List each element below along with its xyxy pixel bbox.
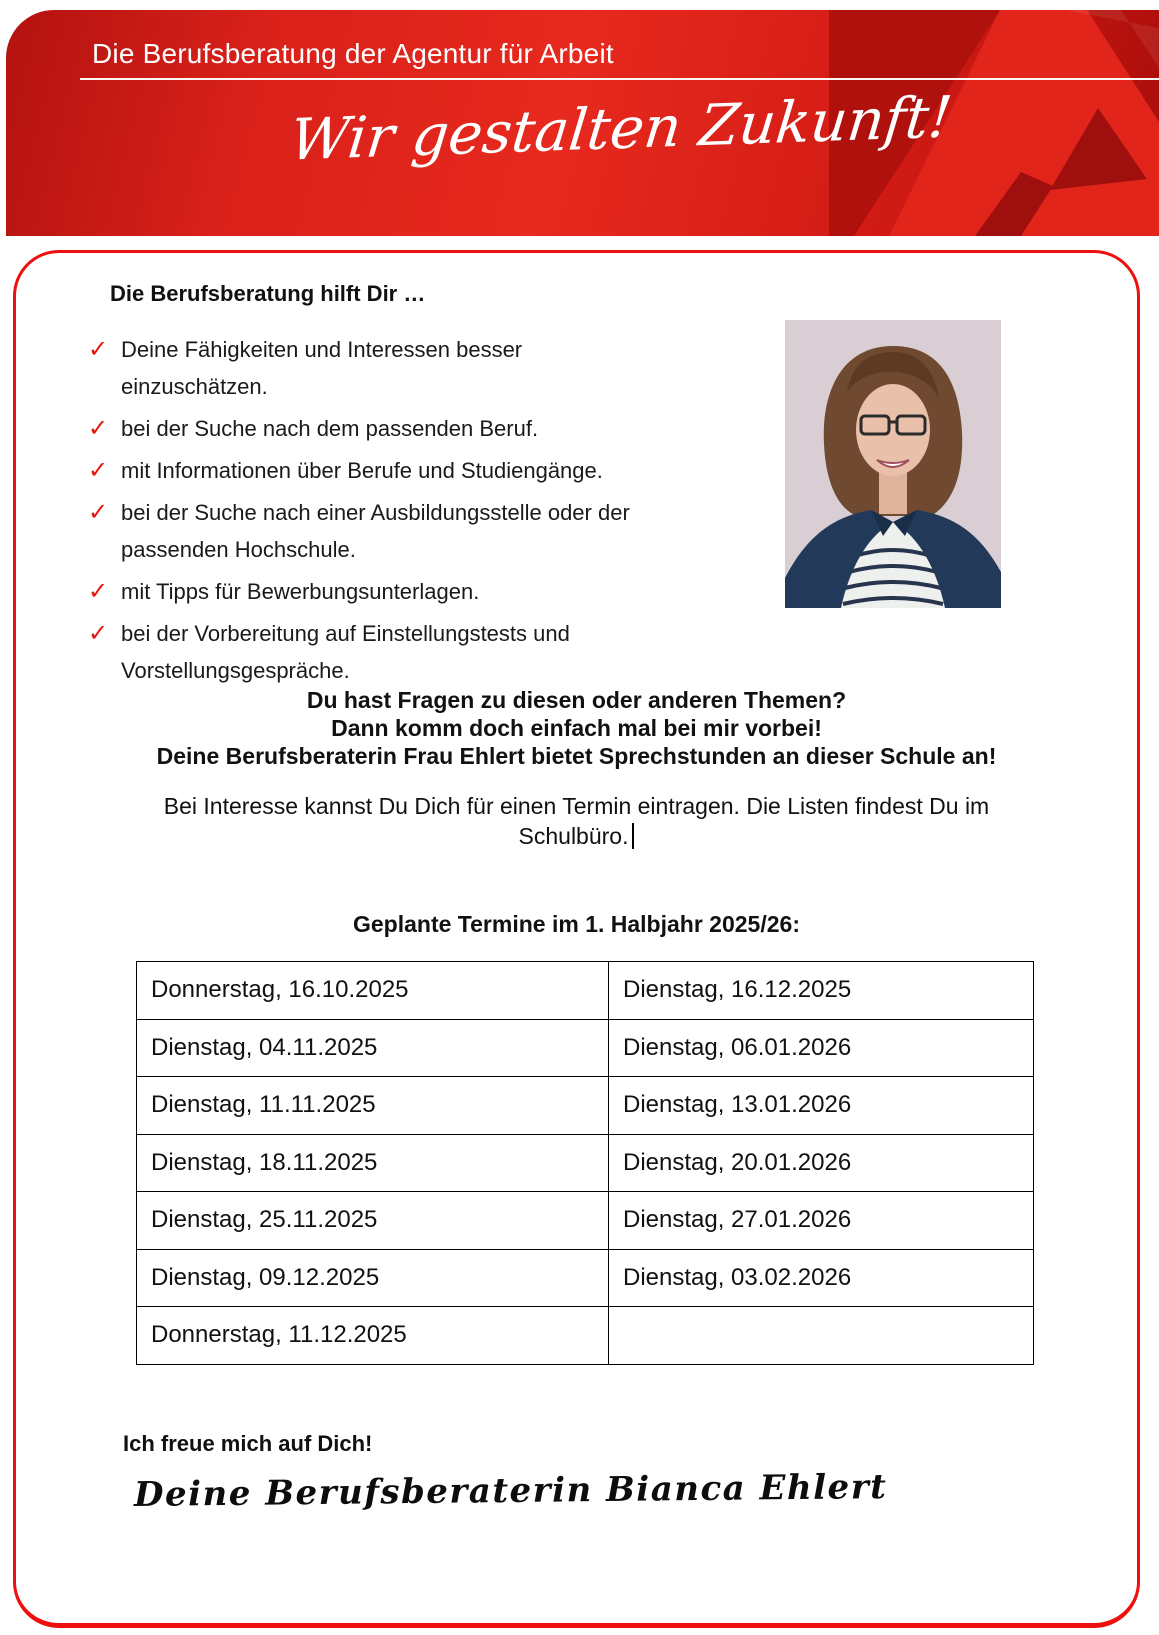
list-item (88, 452, 673, 489)
list-item (88, 615, 673, 689)
list-item (88, 410, 673, 447)
schedule-cell: Donnerstag, 16.10.2025 (137, 962, 609, 1020)
table-row (137, 1019, 1034, 1077)
list-item (88, 494, 673, 568)
schedule-cell: Dienstag, 13.01.2026 (609, 1077, 1034, 1135)
schedule-heading: Geplante Termine im 1. Halbjahr 2025/26: (353, 911, 800, 937)
closing-line: Ich freue mich auf Dich! (123, 1431, 373, 1456)
text-cursor (632, 823, 634, 849)
schedule-cell: Dienstag, 20.01.2026 (609, 1134, 1034, 1192)
table-row (137, 1077, 1034, 1135)
schedule-cell: Donnerstag, 11.12.2025 (137, 1307, 609, 1365)
counselor-photo (785, 320, 1001, 608)
schedule-cell: Dienstag, 27.01.2026 (609, 1192, 1034, 1250)
check-icon: ✓ (88, 336, 109, 363)
table-row (137, 1192, 1034, 1250)
table-row (137, 1307, 1034, 1365)
list-item-text: bei der Vorbereitung auf Einstellungstests und Vorstellungsgespräche. (121, 621, 570, 683)
header-slogan: Wir gestalten Zukunft! (286, 84, 956, 174)
list-item (88, 331, 673, 405)
invitation-line: Du hast Fragen zu diesen oder anderen Themen? (306, 687, 847, 713)
invitation-line: Dann komm doch einfach mal bei mir vorbei! (331, 715, 822, 741)
list-item-text: Deine Fähigkeiten und Interessen besser einzuschätzen. (121, 337, 523, 399)
schedule-table (136, 961, 1034, 1365)
schedule-cell: Dienstag, 18.11.2025 (137, 1134, 609, 1192)
header-band (6, 10, 1159, 236)
schedule-cell: Dienstag, 09.12.2025 (137, 1249, 609, 1307)
list-item-text: mit Tipps für Bewerbungsunterlagen. (121, 579, 480, 604)
list-item-text: bei der Suche nach einer Ausbildungsstelle oder der passenden Hochschule. (121, 500, 630, 562)
list-item (88, 573, 673, 610)
benefits-checklist (88, 331, 673, 694)
signup-info (126, 791, 1027, 851)
check-icon: ✓ (88, 578, 109, 605)
schedule-cell: Dienstag, 04.11.2025 (137, 1019, 609, 1077)
signature-text: Deine Berufsberaterin Bianca Ehlert (133, 1467, 888, 1515)
list-item-text: bei der Suche nach dem passenden Beruf. (121, 416, 539, 441)
signup-info-text: Bei Interesse kannst Du Dich für einen Termin eintragen. Die Listen findest Du im Schulbüro. (163, 793, 990, 849)
schedule-cell: Dienstag, 06.01.2026 (609, 1019, 1034, 1077)
check-icon: ✓ (88, 415, 109, 442)
table-row (137, 1249, 1034, 1307)
invitation-line: Deine Berufsberaterin Frau Ehlert bietet Sprechstunden an dieser Schule an! (156, 743, 997, 769)
invitation-block (16, 686, 1137, 770)
check-icon: ✓ (88, 620, 109, 647)
schedule-cell: Dienstag, 03.02.2026 (609, 1249, 1034, 1307)
header-title: Die Berufsberatung der Agentur für Arbeit (92, 38, 614, 69)
intro-heading: Die Berufsberatung hilft Dir … (110, 281, 426, 306)
header-underline-rule (80, 78, 1159, 80)
table-row (137, 1134, 1034, 1192)
schedule-cell: Dienstag, 11.11.2025 (137, 1077, 609, 1135)
content-box (13, 250, 1140, 1628)
table-row (137, 962, 1034, 1020)
schedule-cell: Dienstag, 16.12.2025 (609, 962, 1034, 1020)
schedule-cell (609, 1307, 1034, 1365)
schedule-cell: Dienstag, 25.11.2025 (137, 1192, 609, 1250)
list-item-text: mit Informationen über Berufe und Studiengänge. (121, 458, 603, 483)
check-icon: ✓ (88, 499, 109, 526)
check-icon: ✓ (88, 457, 109, 484)
